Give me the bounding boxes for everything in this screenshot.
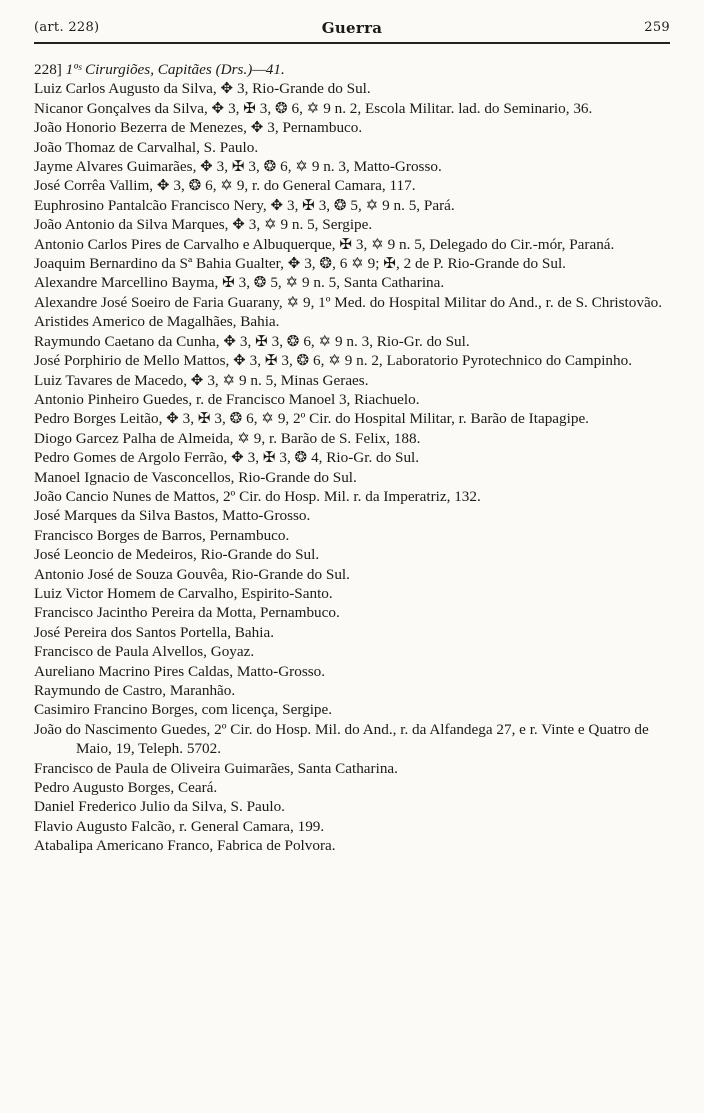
- roster-entry: Jayme Alvares Guimarães, ✥ 3, ✠ 3, ❂ 6, ✡ 9 n. 3, Matto-Grosso.: [34, 158, 442, 176]
- roster-entry: José Leoncio de Medeiros, Rio-Grande do Sul.: [34, 546, 320, 564]
- roster-entry: João Thomaz de Carvalhal, S. Paulo.: [34, 138, 259, 156]
- roster-entry: Antonio Pinheiro Guedes, r. de Francisco Manoel 3, Riachuelo.: [34, 390, 420, 408]
- roster-entry: João do Nascimento Guedes, 2º Cir. do Hosp. Mil. do And., r. da Alfandega 27, e r. Vinte e Quatro de Maio, 19, Teleph. 5702.: [34, 720, 649, 758]
- roster-entry: Raymundo de Castro, Maranhão.: [34, 682, 236, 699]
- roster-entry: José Corrêa Vallim, ✥ 3, ❂ 6, ✡ 9, r. do General Camara, 117.: [34, 177, 416, 195]
- roster-entry: Raymundo Caetano da Cunha, ✥ 3, ✠ 3, ❂ 6, ✡ 9 n. 3, Rio-Gr. do Sul.: [34, 332, 470, 350]
- page-header: [34, 18, 670, 40]
- roster-entry: Aureliano Macrino Pires Caldas, Matto-Grosso.: [34, 662, 326, 680]
- roster-entry: Francisco Jacintho Pereira da Motta, Pernambuco.: [34, 604, 340, 622]
- roster-entry: Alexandre José Soeiro de Faria Guarany, ✡ 9, 1º Med. do Hospital Militar do And., r. de S. Christovão.: [34, 293, 663, 311]
- section-number: 228]: [34, 61, 62, 78]
- section-title: 1ºˢ Cirurgiões, Capitães (Drs.)—41.: [65, 61, 285, 78]
- page-body: [34, 60, 674, 856]
- roster-entry: Francisco Borges de Barros, Pernambuco.: [34, 526, 290, 544]
- roster-entry: Flavio Augusto Falcão, r. General Camara, 199.: [34, 817, 325, 835]
- roster-entry: Luiz Victor Homem de Carvalho, Espirito-Santo.: [34, 584, 333, 602]
- page-number: 259: [644, 20, 670, 35]
- roster-entry: Antonio José de Souza Gouvêa, Rio-Grande do Sul.: [34, 565, 350, 583]
- roster-entry: João Honorio Bezerra de Menezes, ✥ 3, Pernambuco.: [34, 119, 363, 137]
- roster-entry: Antonio Carlos Pires de Carvalho e Albuquerque, ✠ 3, ✡ 9 n. 5, Delegado do Cir.-mór, Paraná.: [34, 235, 615, 253]
- roster-entry: Pedro Gomes de Argolo Ferrão, ✥ 3, ✠ 3, ❂ 4, Rio-Gr. do Sul.: [34, 449, 420, 467]
- roster-entry: Manoel Ignacio de Vasconcellos, Rio-Grande do Sul.: [34, 468, 357, 486]
- roster-entry: Alexandre Marcellino Bayma, ✠ 3, ❂ 5, ✡ 9 n. 5, Santa Catharina.: [34, 274, 445, 292]
- article-reference: (art. 228): [34, 20, 100, 35]
- roster-entry: Daniel Frederico Julio da Silva, S. Paulo.: [34, 798, 285, 816]
- roster-entry: Pedro Augusto Borges, Ceará.: [34, 779, 218, 797]
- roster-entry: Diogo Garcez Palha de Almeida, ✡ 9, r. Barão de S. Felix, 188.: [34, 429, 421, 447]
- roster-entry: José Marques da Silva Bastos, Matto-Grosso.: [34, 507, 311, 525]
- roster-entry: Nicanor Gonçalves da Silva, ✥ 3, ✠ 3, ❂ 6, ✡ 9 n. 2, Escola Militar. lad. do Seminario, 36.: [34, 99, 593, 117]
- roster-entry: José Porphirio de Mello Mattos, ✥ 3, ✠ 3, ❂ 6, ✡ 9 n. 2, Laboratorio Pyrotechnico do Campinho.: [34, 352, 633, 370]
- roster-entry: Francisco de Paula de Oliveira Guimarães, Santa Catharina.: [34, 759, 398, 777]
- roster-entry: José Pereira dos Santos Portella, Bahia.: [34, 623, 275, 641]
- roster-entry: Francisco de Paula Alvellos, Goyaz.: [34, 643, 255, 661]
- page-title: Guerra: [321, 19, 383, 37]
- roster-list: [34, 79, 674, 855]
- roster-entry: Aristides Americo de Magalhães, Bahia.: [34, 313, 280, 331]
- header-rule: [34, 42, 670, 44]
- roster-entry: Luiz Tavares de Macedo, ✥ 3, ✡ 9 n. 5, Minas Geraes.: [34, 371, 369, 389]
- roster-entry: Atabalipa Americano Franco, Fabrica de Polvora.: [34, 837, 336, 855]
- roster-entry: Pedro Borges Leitão, ✥ 3, ✠ 3, ❂ 6, ✡ 9, 2º Cir. do Hospital Militar, r. Barão de Itapagipe.: [34, 410, 589, 428]
- roster-entry: Luiz Carlos Augusto da Silva, ✥ 3, Rio-Grande do Sul.: [34, 80, 371, 98]
- roster-entry: Euphrosino Pantalcão Francisco Nery, ✥ 3, ✠ 3, ❂ 5, ✡ 9 n. 5, Pará.: [34, 196, 455, 214]
- roster-entry: João Antonio da Silva Marques, ✥ 3, ✡ 9 n. 5, Sergipe.: [34, 216, 373, 234]
- roster-entry: Casimiro Francino Borges, com licença, Sergipe.: [34, 701, 333, 719]
- section-heading: [34, 60, 674, 79]
- roster-entry: Joaquim Bernardino da Sª Bahia Gualter, ✥ 3, ❂, 6 ✡ 9; ✠, 2 de P. Rio-Grande do Sul.: [34, 255, 566, 273]
- roster-entry: João Cancio Nunes de Mattos, 2º Cir. do Hosp. Mil. r. da Imperatriz, 132.: [34, 487, 481, 505]
